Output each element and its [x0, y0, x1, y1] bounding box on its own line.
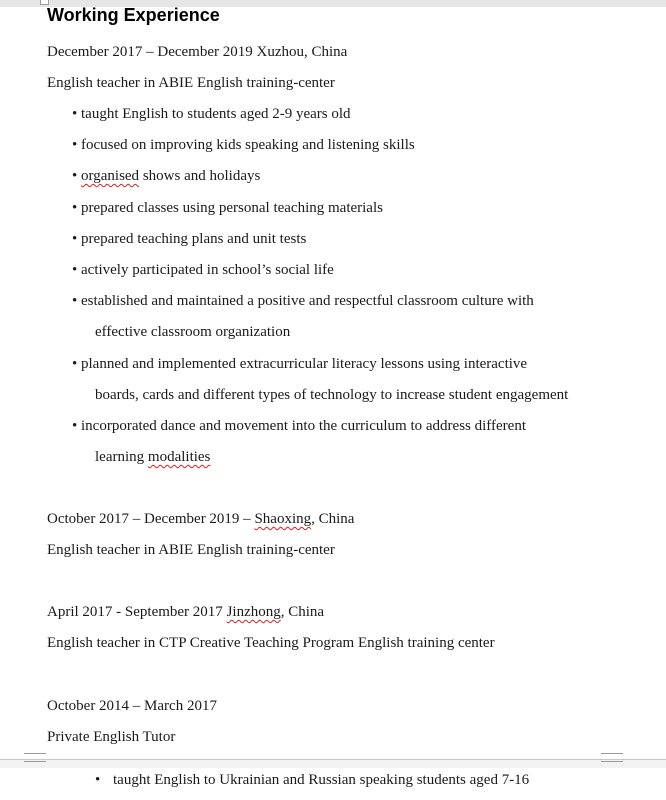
job-1-bullet-8-continued: boards, cards and different types of technology to increase student engagement — [95, 387, 569, 403]
job-1-bullet-4: • prepared classes using personal teaching materials — [72, 200, 383, 216]
left-margin-marker — [24, 753, 46, 762]
job-1-bullet-2: • focused on improving kids speaking and listening skills — [72, 137, 415, 153]
job-2-country: , China — [311, 511, 355, 527]
job-1-dates-location: December 2017 – December 2019 Xuzhou, China — [47, 44, 348, 60]
spellcheck-word-modalities[interactable]: modalities — [147, 449, 211, 465]
section-heading: Working Experience — [47, 5, 220, 25]
job-1-bullet-8: • planned and implemented extracurricular literacy lessons using interactive — [72, 356, 528, 372]
job-1-bullet-9-continued — [95, 449, 210, 466]
page-gap — [0, 760, 666, 768]
job-1-bullet-7: • established and maintained a positive and respectful classroom culture with — [72, 293, 534, 309]
job-1-bullet-1: • taught English to students aged 2-9 years old — [72, 106, 351, 122]
job-4-role: Private English Tutor — [47, 729, 176, 745]
spellcheck-word-jinzhong[interactable]: Jinzhong — [226, 604, 281, 620]
job-2-dates-location — [47, 511, 354, 528]
job-1-bullet-5: • prepared teaching plans and unit tests — [72, 231, 307, 247]
job-3-country: , China — [280, 604, 325, 620]
job-1-role: English teacher in ABIE English training-center — [47, 75, 335, 91]
job-1-bullet-9: • incorporated dance and movement into the curriculum to address different — [72, 418, 526, 434]
job-2-role: English teacher in ABIE English training-center — [47, 542, 335, 558]
bullet-9-text: learning — [95, 449, 148, 465]
job-4-dates: October 2014 – March 2017 — [47, 698, 217, 714]
job-1-bullet-7-continued: effective classroom organization — [95, 324, 291, 340]
job-1-bullet-6: • actively participated in school’s social life — [72, 262, 334, 278]
spellcheck-word-organised[interactable]: organised — [81, 168, 140, 184]
right-margin-marker — [601, 753, 623, 762]
job-3-dates: April 2017 - September 2017 — [47, 604, 227, 620]
spellcheck-word-shaoxing[interactable]: Shaoxing — [254, 511, 312, 527]
job-2-dates: October 2017 – December 2019 – — [47, 511, 255, 527]
bullet-3-text: shows and holidays — [139, 168, 261, 184]
job-4-bullet-1: taught English to Ukrainian and Russian speaking students aged 7-16 — [113, 772, 530, 788]
job-3-role: English teacher in CTP Creative Teaching Program English training center — [47, 635, 495, 651]
bullet-marker: • — [72, 168, 82, 184]
job-1-bullet-3 — [72, 168, 260, 185]
job-4-bullet-marker: • — [95, 772, 101, 788]
job-3-dates-location — [47, 604, 324, 621]
